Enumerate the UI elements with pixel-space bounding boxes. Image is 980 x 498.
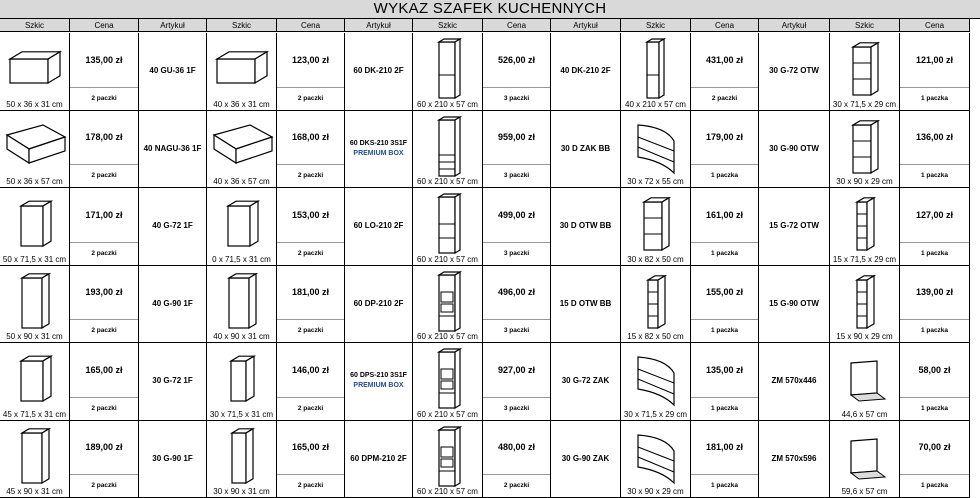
sketch-cell xyxy=(0,188,70,266)
article-code xyxy=(139,111,207,189)
price-cell xyxy=(900,33,970,111)
price-label: 496,00 zł xyxy=(483,266,550,321)
article-label: 15 G-72 OTW xyxy=(769,221,819,231)
price-label: 155,00 zł xyxy=(691,266,758,321)
price-cell xyxy=(483,343,551,421)
article-label: 30 G-72 1F xyxy=(152,376,193,386)
dimensions-label: 15 x 82 x 50 cm xyxy=(627,332,684,341)
packages-label: 1 paczka xyxy=(710,482,739,490)
dimensions-label: 30 x 71,5 x 31 cm xyxy=(209,409,274,419)
packages-label: 2 paczki xyxy=(297,404,324,412)
column-header: Szkic xyxy=(0,19,70,32)
article-label: 60 DP-210 2F xyxy=(353,298,404,308)
price-cell xyxy=(900,111,970,189)
sketch-cell xyxy=(621,33,691,111)
packages-label: 3 paczki xyxy=(503,94,530,102)
price-cell xyxy=(691,33,759,111)
price-label: 121,00 zł xyxy=(900,33,969,88)
price-label: 178,00 zł xyxy=(70,111,138,166)
sketch-cell xyxy=(830,266,900,344)
price-label: 181,00 zł xyxy=(277,266,344,321)
dimensions-label: 30 x 72 x 55 cm xyxy=(627,177,684,186)
price-cell xyxy=(483,33,551,111)
packages-label: 1 paczka xyxy=(920,404,949,412)
article-label: 40 GU-36 1F xyxy=(149,66,196,76)
column-header: Cena xyxy=(900,19,970,32)
price-label: 136,00 zł xyxy=(900,111,969,166)
column-header: Cena xyxy=(483,19,551,32)
dimensions-label: 0 x 71,5 x 31 cm xyxy=(212,254,271,264)
article-label: 30 D ZAK BB xyxy=(560,143,611,153)
dimensions-label: 40 x 210 x 57 cm xyxy=(625,99,686,109)
article-label: 60 DPS-210 3S1F xyxy=(350,372,407,380)
article-code xyxy=(345,111,413,189)
price-cell xyxy=(900,421,970,498)
dimensions-label: 44,6 x 57 cm xyxy=(841,409,888,419)
column-header: Artykuł xyxy=(345,19,413,32)
sketch-cell xyxy=(0,33,70,111)
price-label: 179,00 zł xyxy=(691,111,758,166)
page-title: WYKAZ SZAFEK KUCHENNYCH xyxy=(0,0,980,19)
sketch-cell xyxy=(413,111,483,189)
sketch-cell xyxy=(830,111,900,189)
price-cell xyxy=(277,188,345,266)
dimensions-label: 60 x 210 x 57 cm xyxy=(417,409,478,419)
dimensions-label: 50 x 71,5 x 31 cm xyxy=(2,254,67,264)
packages-label: 1 paczka xyxy=(920,172,949,180)
dimensions-label: 60 x 210 x 57 cm xyxy=(417,487,478,496)
price-cell xyxy=(900,343,970,421)
dimensions-label: 15 x 90 x 29 cm xyxy=(836,332,893,341)
price-cell xyxy=(483,421,551,498)
article-label: 40 NAGU-36 1F xyxy=(143,143,202,153)
packages-label: 2 paczki xyxy=(297,172,324,180)
price-cell xyxy=(70,343,139,421)
packages-label: 2 paczki xyxy=(297,249,324,257)
price-label: 58,00 zł xyxy=(900,343,969,398)
price-cell xyxy=(483,266,551,344)
price-label: 189,00 zł xyxy=(70,421,138,476)
article-code xyxy=(345,266,413,344)
packages-label: 1 paczka xyxy=(920,482,949,490)
article-code xyxy=(139,188,207,266)
packages-label: 2 paczki xyxy=(297,327,324,335)
article-label: 30 G-90 OTW xyxy=(769,143,819,153)
packages-label: 3 paczki xyxy=(503,172,530,180)
article-code xyxy=(759,33,830,111)
column-header: Cena xyxy=(70,19,139,32)
price-cell xyxy=(691,343,759,421)
article-code xyxy=(139,421,207,498)
packages-label: 2 paczki xyxy=(91,172,117,180)
packages-label: 1 paczka xyxy=(710,172,739,180)
dimensions-label: 60 x 210 x 57 cm xyxy=(417,99,478,109)
packages-label: 1 paczka xyxy=(920,94,949,102)
sketch-cell xyxy=(830,343,900,421)
price-cell xyxy=(277,266,345,344)
price-cell xyxy=(691,188,759,266)
article-code xyxy=(551,343,621,421)
article-label: 30 G-72 ZAK xyxy=(561,376,610,386)
sketch-cell xyxy=(0,111,70,189)
dimensions-label: 40 x 36 x 31 cm xyxy=(213,99,270,109)
article-code xyxy=(551,266,621,344)
dimensions-label: 30 x 90 x 29 cm xyxy=(627,487,684,496)
article-code xyxy=(139,343,207,421)
sketch-cell xyxy=(830,421,900,498)
article-label: 60 DPM-210 2F xyxy=(350,453,407,463)
price-label: 165,00 zł xyxy=(70,343,138,398)
price-label: 165,00 zł xyxy=(277,421,344,476)
price-label: 153,00 zł xyxy=(277,188,344,243)
sketch-cell xyxy=(413,266,483,344)
column-header: Cena xyxy=(277,19,345,32)
sketch-cell xyxy=(830,188,900,266)
column-header: Artykuł xyxy=(551,19,621,32)
sketch-cell xyxy=(0,266,70,344)
article-code xyxy=(759,111,830,189)
packages-label: 1 paczka xyxy=(710,327,739,335)
dimensions-label: 15 x 71,5 x 29 cm xyxy=(832,254,897,264)
price-cell xyxy=(691,421,759,498)
packages-label: 1 paczka xyxy=(710,404,739,412)
dimensions-label: 60 x 210 x 57 cm xyxy=(417,254,478,264)
article-code xyxy=(551,188,621,266)
price-cell xyxy=(70,33,139,111)
price-cell xyxy=(900,188,970,266)
price-label: 499,00 zł xyxy=(483,188,550,243)
article-label: 40 G-90 1F xyxy=(152,298,193,308)
packages-label: 3 paczki xyxy=(503,404,530,412)
price-cell xyxy=(277,33,345,111)
price-cell xyxy=(691,266,759,344)
price-label: 139,00 zł xyxy=(900,266,969,321)
dimensions-label: 45 x 90 x 31 cm xyxy=(6,487,63,496)
dimensions-label: 50 x 90 x 31 cm xyxy=(6,332,63,341)
sketch-cell xyxy=(207,343,277,421)
article-label: 60 LO-210 2F xyxy=(353,221,404,231)
article-code xyxy=(139,33,207,111)
column-header: Szkic xyxy=(830,19,900,32)
sketch-cell xyxy=(413,188,483,266)
article-code xyxy=(759,343,830,421)
price-cell xyxy=(483,188,551,266)
dimensions-label: 59,6 x 57 cm xyxy=(841,487,888,496)
article-code xyxy=(551,33,621,111)
sketch-cell xyxy=(621,343,691,421)
dimensions-label: 40 x 90 x 31 cm xyxy=(213,332,270,341)
dimensions-label: 30 x 71,5 x 29 cm xyxy=(623,409,688,419)
price-label: 127,00 zł xyxy=(900,188,969,243)
dimensions-label: 30 x 90 x 31 cm xyxy=(213,487,270,496)
sketch-cell xyxy=(207,188,277,266)
sketch-cell xyxy=(621,421,691,498)
packages-label: 2 paczki xyxy=(711,94,738,102)
sketch-cell xyxy=(413,33,483,111)
article-label: 40 DK-210 2F xyxy=(560,66,611,76)
packages-label: 2 paczki xyxy=(297,482,324,490)
price-cell xyxy=(483,111,551,189)
article-label: 30 G-90 1F xyxy=(152,453,193,463)
dimensions-label: 30 x 90 x 29 cm xyxy=(836,177,893,186)
price-label: 135,00 zł xyxy=(70,33,138,88)
price-label: 431,00 zł xyxy=(691,33,758,88)
article-label: ZM 570x446 xyxy=(771,376,817,386)
article-label: 60 DKS-210 3S1F xyxy=(349,139,408,147)
price-label: 135,00 zł xyxy=(691,343,758,398)
article-code xyxy=(759,421,830,498)
article-code xyxy=(345,421,413,498)
article-label: 40 G-72 1F xyxy=(152,221,193,231)
price-cell xyxy=(277,111,345,189)
price-cell xyxy=(691,111,759,189)
article-label: 60 DK-210 2F xyxy=(353,66,404,76)
price-label: 146,00 zł xyxy=(277,343,344,398)
price-cell xyxy=(277,343,345,421)
dimensions-label: 30 x 82 x 50 cm xyxy=(627,254,684,264)
article-code xyxy=(139,266,207,344)
article-code xyxy=(551,421,621,498)
column-header: Artykuł xyxy=(759,19,830,32)
price-cell xyxy=(70,188,139,266)
price-label: 927,00 zł xyxy=(483,343,550,398)
article-sub-label: PREMIUM BOX xyxy=(353,382,404,390)
sketch-cell xyxy=(413,343,483,421)
article-label: 30 G-72 OTW xyxy=(769,66,819,76)
sketch-cell xyxy=(621,111,691,189)
dimensions-label: 50 x 36 x 57 cm xyxy=(6,177,63,186)
article-code xyxy=(759,266,830,344)
sketch-cell xyxy=(621,188,691,266)
sketch-cell xyxy=(830,33,900,111)
article-code xyxy=(345,343,413,421)
price-cell xyxy=(277,421,345,498)
price-label: 70,00 zł xyxy=(900,421,969,476)
price-label: 171,00 zł xyxy=(70,188,138,243)
price-cell xyxy=(70,421,139,498)
dimensions-label: 60 x 210 x 57 cm xyxy=(417,332,478,341)
price-label: 168,00 zł xyxy=(277,111,344,166)
column-header: Szkic xyxy=(621,19,691,32)
price-label: 161,00 zł xyxy=(691,188,758,243)
price-label: 123,00 zł xyxy=(277,33,344,88)
sketch-cell xyxy=(207,111,277,189)
packages-label: 2 paczki xyxy=(91,404,117,412)
packages-label: 3 paczki xyxy=(503,327,530,335)
dimensions-label: 60 x 210 x 57 cm xyxy=(417,177,478,186)
article-label: 30 D OTW BB xyxy=(559,221,612,231)
price-label: 181,00 zł xyxy=(691,421,758,476)
price-cell xyxy=(70,266,139,344)
packages-label: 3 paczki xyxy=(503,249,530,257)
price-label: 480,00 zł xyxy=(483,421,550,476)
article-code xyxy=(345,188,413,266)
article-code xyxy=(551,111,621,189)
price-cell xyxy=(900,266,970,344)
sketch-cell xyxy=(413,421,483,498)
price-label: 959,00 zł xyxy=(483,111,550,166)
price-cell xyxy=(70,111,139,189)
column-header: Cena xyxy=(691,19,759,32)
sketch-cell xyxy=(0,343,70,421)
packages-label: 1 paczka xyxy=(920,249,949,257)
dimensions-label: 40 x 36 x 57 cm xyxy=(213,177,270,186)
packages-label: 2 paczki xyxy=(91,482,117,490)
sketch-cell xyxy=(207,421,277,498)
price-label: 526,00 zł xyxy=(483,33,550,88)
article-sub-label: PREMIUM BOX xyxy=(353,149,404,157)
article-label: 30 G-90 ZAK xyxy=(561,453,610,463)
dimensions-label: 30 x 71,5 x 29 cm xyxy=(832,99,897,109)
article-code xyxy=(345,33,413,111)
packages-label: 2 paczki xyxy=(91,327,117,335)
column-header: Artykuł xyxy=(139,19,207,32)
packages-label: 2 paczki xyxy=(91,94,117,102)
column-header: Szkic xyxy=(207,19,277,32)
price-label: 193,00 zł xyxy=(70,266,138,321)
article-code xyxy=(759,188,830,266)
packages-label: 2 paczki xyxy=(91,249,117,257)
sketch-cell xyxy=(207,266,277,344)
article-label: ZM 570x596 xyxy=(771,453,817,463)
article-label: 15 D OTW BB xyxy=(559,298,612,308)
article-label: 15 G-90 OTW xyxy=(769,298,819,308)
packages-label: 2 paczki xyxy=(297,94,324,102)
dimensions-label: 45 x 71,5 x 31 cm xyxy=(2,409,67,419)
packages-label: 2 paczki xyxy=(503,482,530,490)
dimensions-label: 50 x 36 x 31 cm xyxy=(6,99,63,109)
sketch-cell xyxy=(207,33,277,111)
sketch-cell xyxy=(0,421,70,498)
column-header: Szkic xyxy=(413,19,483,32)
sketch-cell xyxy=(621,266,691,344)
packages-label: 1 paczka xyxy=(920,327,949,335)
packages-label: 1 paczka xyxy=(710,249,739,257)
